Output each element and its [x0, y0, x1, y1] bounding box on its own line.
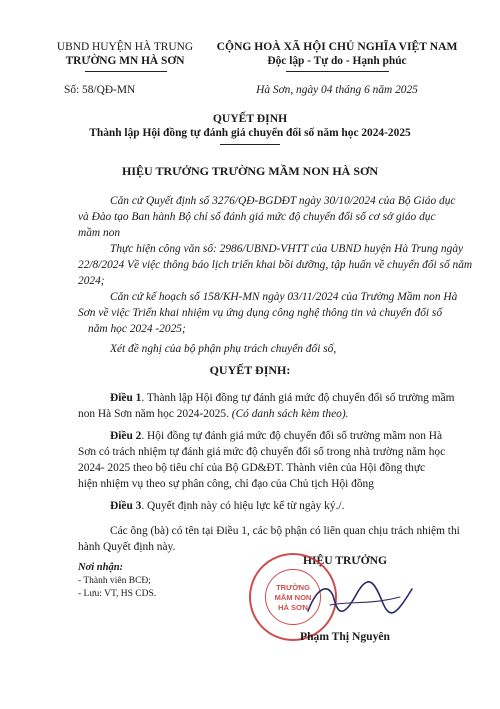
recipient-item: - Lưu: VT, HS CDS.	[78, 589, 157, 599]
seal-text: TRƯỜNG	[276, 583, 310, 592]
document-subject: Thành lập Hội đồng tự đánh giá chuyển đổi số năm học 2024-2025	[89, 127, 411, 139]
article-2-line	[110, 428, 442, 444]
issuer-school: TRƯỜNG MN HÀ SƠN	[65, 55, 185, 67]
document-number: Số: 58/QĐ-MN	[64, 84, 136, 96]
article-3-text: . Quyết định này có hiệu lực kể từ ngày ký./.	[141, 500, 345, 512]
seal-text: MẦM NON	[274, 593, 312, 602]
preamble-line: Sơn về việc Triển khai nhiệm vụ ứng dụng công nghệ thông tin và chuyển đổi số	[78, 307, 443, 319]
article-2-line: 2024- 2025 theo bộ tiêu chí của Bộ GD&ĐT. Thành viên của Hội đồng thực	[78, 462, 426, 474]
decision-heading: QUYẾT ĐỊNH:	[209, 363, 291, 377]
article-2-line: hiện nhiệm vụ theo sự phân công, chỉ đạo của Chủ tịch Hội đồng	[78, 478, 374, 490]
preamble-line: 2024;	[78, 275, 105, 287]
issuer-underline	[85, 71, 167, 72]
article-1-line	[110, 390, 455, 406]
issuer-authority: UBND HUYỆN HÀ TRUNG	[56, 41, 194, 53]
article-1-line	[78, 406, 349, 422]
article-3-label: Điều 3	[110, 500, 142, 512]
article-3-line	[110, 498, 344, 514]
preamble-line: Căn cứ kế hoạch số 158/KH-MN ngày 03/11/2024 của Trường Mầm non Hà	[110, 291, 458, 303]
preamble-line: năm học 2024 -2025;	[88, 323, 186, 335]
closing-line: Các ông (bà) có tên tại Điều 1, các bộ phận có liên quan chịu trách nhiệm thi	[110, 525, 460, 537]
document-type: QUYẾT ĐỊNH	[212, 112, 288, 125]
preamble-line: Xét đề nghị của bộ phận phụ trách chuyển đổi số,	[110, 343, 337, 355]
place-date: Hà Sơn, ngày 04 tháng 6 năm 2025	[256, 84, 418, 96]
preamble-line: Thực hiện công văn số: 2986/UBND-VHTT của UBND huyện Hà Trung ngày	[110, 243, 464, 255]
article-1-text: non Hà Sơn năm học 2024-2025.	[78, 408, 232, 420]
preamble-line: và Đào tạo Ban hành Bộ chỉ số đánh giá mức độ chuyển đổi số cơ sở giáo dục	[78, 211, 436, 223]
recipient-item: - Thành viên BCĐ;	[78, 576, 151, 586]
preamble-line: mầm non	[78, 227, 121, 239]
closing-line: hành Quyết định này.	[78, 541, 176, 553]
article-2-label: Điều 2	[110, 430, 142, 442]
article-2-text: . Hội đồng tự đánh giá mức độ chuyển đổi số trường mầm non Hà	[141, 430, 443, 442]
issuing-authority: HIỆU TRƯỞNG TRƯỜNG MẦM NON HÀ SƠN	[121, 164, 378, 178]
subject-underline	[220, 144, 280, 145]
article-1-note: (Có danh sách kèm theo).	[231, 408, 349, 420]
handwritten-signature	[300, 575, 420, 625]
national-motto: Độc lập - Tự do - Hạnh phúc	[267, 55, 407, 67]
national-title: CỘNG HOÀ XÃ HỘI CHỦ NGHĨA VIỆT NAM	[216, 40, 458, 53]
article-1-text: . Thành lập Hội đồng tự đánh giá mức độ chuyển đổi số trường mầm	[141, 392, 455, 404]
recipients-heading: Nơi nhận:	[78, 562, 124, 573]
motto-underline	[286, 71, 389, 72]
preamble-line: Căn cứ Quyết định số 3276/QĐ-BGDĐT ngày 30/10/2024 của Bộ Giáo dục	[110, 195, 456, 207]
signer-name: Phạm Thị Nguyên	[300, 630, 390, 643]
preamble-line: 22/8/2024 Về việc thông báo lịch triển khai bồi dưỡng, tập huấn về chuyển đổi số năm	[78, 259, 473, 271]
article-1-label: Điều 1	[110, 392, 142, 404]
signer-position: HIỆU TRƯỞNG	[302, 554, 388, 567]
article-2-line: Sơn có trách nhiệm tự đánh giá mức độ chuyển đổi số trong nhà trường năm học	[78, 446, 446, 458]
seal-text: HÀ SƠN	[278, 603, 308, 612]
